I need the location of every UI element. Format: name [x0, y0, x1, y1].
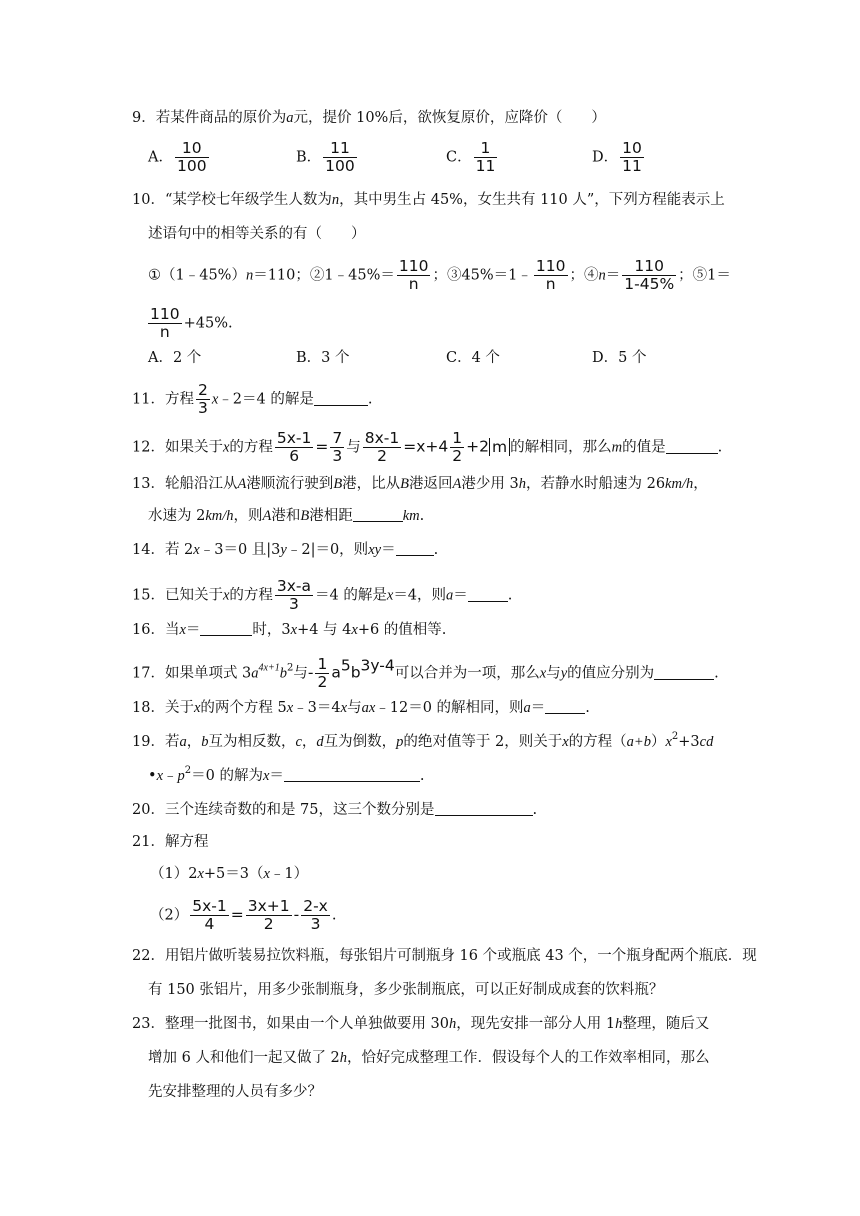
option-c: C． $\frac{1}{11}$ — [446, 139, 496, 175]
question-number: 17． — [132, 665, 165, 682]
option-d: D． $\frac{10}{11}$ — [592, 139, 642, 175]
question-number: 21． — [132, 834, 165, 850]
option-b: B．3 个 — [296, 350, 350, 366]
fraction: $\frac{110}{n}$ — [150, 305, 180, 341]
question-14: 14．若 2x﹣3＝0 且|3y﹣2|＝0，则xy＝ . — [132, 542, 439, 558]
question-23: 23．整理一批图书，如果由一个人单独做要用 30h，现先安排一部分人用 1h整理，随后又 — [132, 1016, 710, 1032]
option-a: A． $\frac{10}{100}$ — [148, 139, 207, 175]
question-22-line2: 有 150 张铝片，用多少张制瓶身，多少张制瓶底，可以正好制成成套的饮料瓶？ — [148, 982, 664, 998]
question-number: 20． — [132, 802, 165, 818]
question-10-equation-5: $\frac{110}{n}$ +45%. — [150, 305, 233, 341]
question-20: 20．三个连续奇数的和是 75，这三个数分别是 . — [132, 802, 538, 818]
fraction: $\frac{1}{11}$ — [475, 139, 496, 175]
fraction: $\frac{8x-1}{2}$ — [364, 429, 400, 465]
question-19: 19．若a，b互为相反数，c，d互为倒数，p的绝对值等于 2，则关于x的方程$(a+b)x^2+3cd$ — [132, 731, 714, 750]
question-number: 13． — [132, 476, 165, 492]
question-21-part2: （2） $\frac{5x-1}{4}$ = $\frac{3x+1}{2}$ - $\frac{2-x}{3}$ . — [150, 897, 337, 933]
fraction: $\frac{2-x}{3}$ — [303, 897, 328, 933]
question-10-line2: 述语句中的相等关系的有（ ） — [148, 226, 366, 242]
question-17: 17．如果单项式 $3a^{4x+1}b^2$与- $\frac{1}{2}$ $a^5b^{3y-4}$可以合并为一项，那么x与y的值应分别为 . — [132, 655, 719, 691]
answer-blank[interactable] — [468, 587, 508, 602]
answer-blank[interactable] — [200, 621, 252, 636]
question-16: 16．当x＝ 时，3x+4 与 4x+6 的值相等. — [132, 622, 447, 638]
question-21: 21．解方程 — [132, 834, 209, 850]
option-b: B． $\frac{11}{100}$ — [296, 139, 355, 175]
fraction: $\frac{110}{1-45\%}$ — [624, 257, 675, 293]
fraction: $\frac{110}{n}$ — [535, 257, 566, 293]
question-number: 15． — [132, 587, 165, 604]
question-number: 12． — [132, 439, 165, 456]
fraction: $\frac{1}{2}$ — [452, 429, 463, 465]
answer-blank[interactable] — [545, 699, 585, 714]
question-13-line2: 水速为 2km/h，则A港和B港相距 km. — [148, 508, 425, 524]
question-13: 13．轮船沿江从A港顺流行驶到B港，比从B港返回A港少用 3h，若静水时船速为 26km/h， — [132, 476, 708, 492]
question-number: 22． — [132, 948, 165, 964]
fraction: $\frac{3x+1}{2}$ — [247, 897, 290, 933]
question-number: 23． — [132, 1016, 165, 1032]
fraction: $\frac{1}{2}$ — [317, 655, 328, 691]
answer-blank[interactable] — [666, 439, 718, 454]
fraction: $\frac{10}{11}$ — [622, 139, 642, 175]
fraction: $\frac{7}{3}$ — [332, 429, 343, 465]
question-number: 16． — [132, 622, 165, 638]
question-22: 22．用铝片做听装易拉饮料瓶，每张铝片可制瓶身 16 个或瓶底 43 个，一个瓶身配两个瓶底．现 — [132, 948, 757, 964]
fraction: $\frac{10}{100}$ — [176, 139, 207, 175]
question-21-part1: （1）2x+5＝3（x﹣1） — [150, 866, 309, 882]
question-number: 10． — [132, 192, 165, 208]
fraction: $\frac{5x-1}{6}$ — [276, 429, 312, 465]
answer-blank[interactable] — [435, 801, 533, 816]
fraction: $\frac{3x-a}{3}$ — [276, 577, 312, 613]
question-23-line3: 先安排整理的人员有多少？ — [148, 1084, 322, 1100]
question-number: 14． — [132, 542, 165, 558]
question-10-equations: ①（1﹣45%）n＝110；②1﹣45%＝ $\frac{110}{n}$ ；③45%＝1﹣ $\frac{110}{n}$ ；④n＝ $\frac{110}{1-45\%}$ ；⑤1＝ — [148, 257, 731, 293]
fraction: $\frac{110}{n}$ — [398, 257, 429, 293]
question-11: 11．方程 $\frac{2}{3}$ x﹣2＝4 的解是 . — [132, 381, 373, 417]
option-d: D．5 个 — [592, 350, 647, 366]
question-23-line2: 增加 6 人和他们一起又做了 2h，恰好完成整理工作．假设每个人的工作效率相同，那么 — [148, 1050, 710, 1066]
question-19-line2: $•x﹣p^2=0$ 的解为x＝ . — [148, 765, 425, 784]
question-number: 9． — [132, 110, 156, 126]
answer-blank[interactable] — [396, 541, 434, 556]
question-18: 18．关于x的两个方程 5x﹣3＝4x与ax﹣12＝0 的解相同，则a＝ . — [132, 700, 590, 716]
question-number: 11． — [132, 391, 165, 408]
fraction: $\frac{2}{3}$ — [197, 381, 208, 417]
question-12: 12．如果关于x的方程 $\frac{5x-1}{6}$ = $\frac{7}{3}$ 与 $\frac{8x-1}{2}$ =x+4 $\frac{1}{2}$ +2 m 的解相同，那么m的值是 . — [132, 429, 723, 465]
option-c: C．4 个 — [446, 350, 500, 366]
answer-blank[interactable] — [654, 665, 714, 680]
answer-blank[interactable] — [284, 767, 420, 782]
question-number: 19． — [132, 734, 165, 750]
question-9: 9．若某件商品的原价为a元，提价 10%后，欲恢复原价，应降价（ ） — [132, 110, 606, 126]
question-number: 18． — [132, 700, 165, 716]
option-a: A．2 个 — [148, 350, 202, 366]
question-10: 10．“某学校七年级学生人数为n，其中男生占 45%，女生共有 110 人”，下列方程能表示上 — [132, 192, 725, 208]
answer-blank[interactable] — [314, 391, 368, 406]
fraction: $\frac{11}{100}$ — [325, 139, 355, 175]
question-15: 15．已知关于x的方程 $\frac{3x-a}{3}$ ＝4 的解是x＝4，则a＝ . — [132, 577, 513, 613]
answer-blank[interactable] — [353, 507, 403, 522]
fraction: $\frac{5x-1}{4}$ — [192, 897, 227, 933]
